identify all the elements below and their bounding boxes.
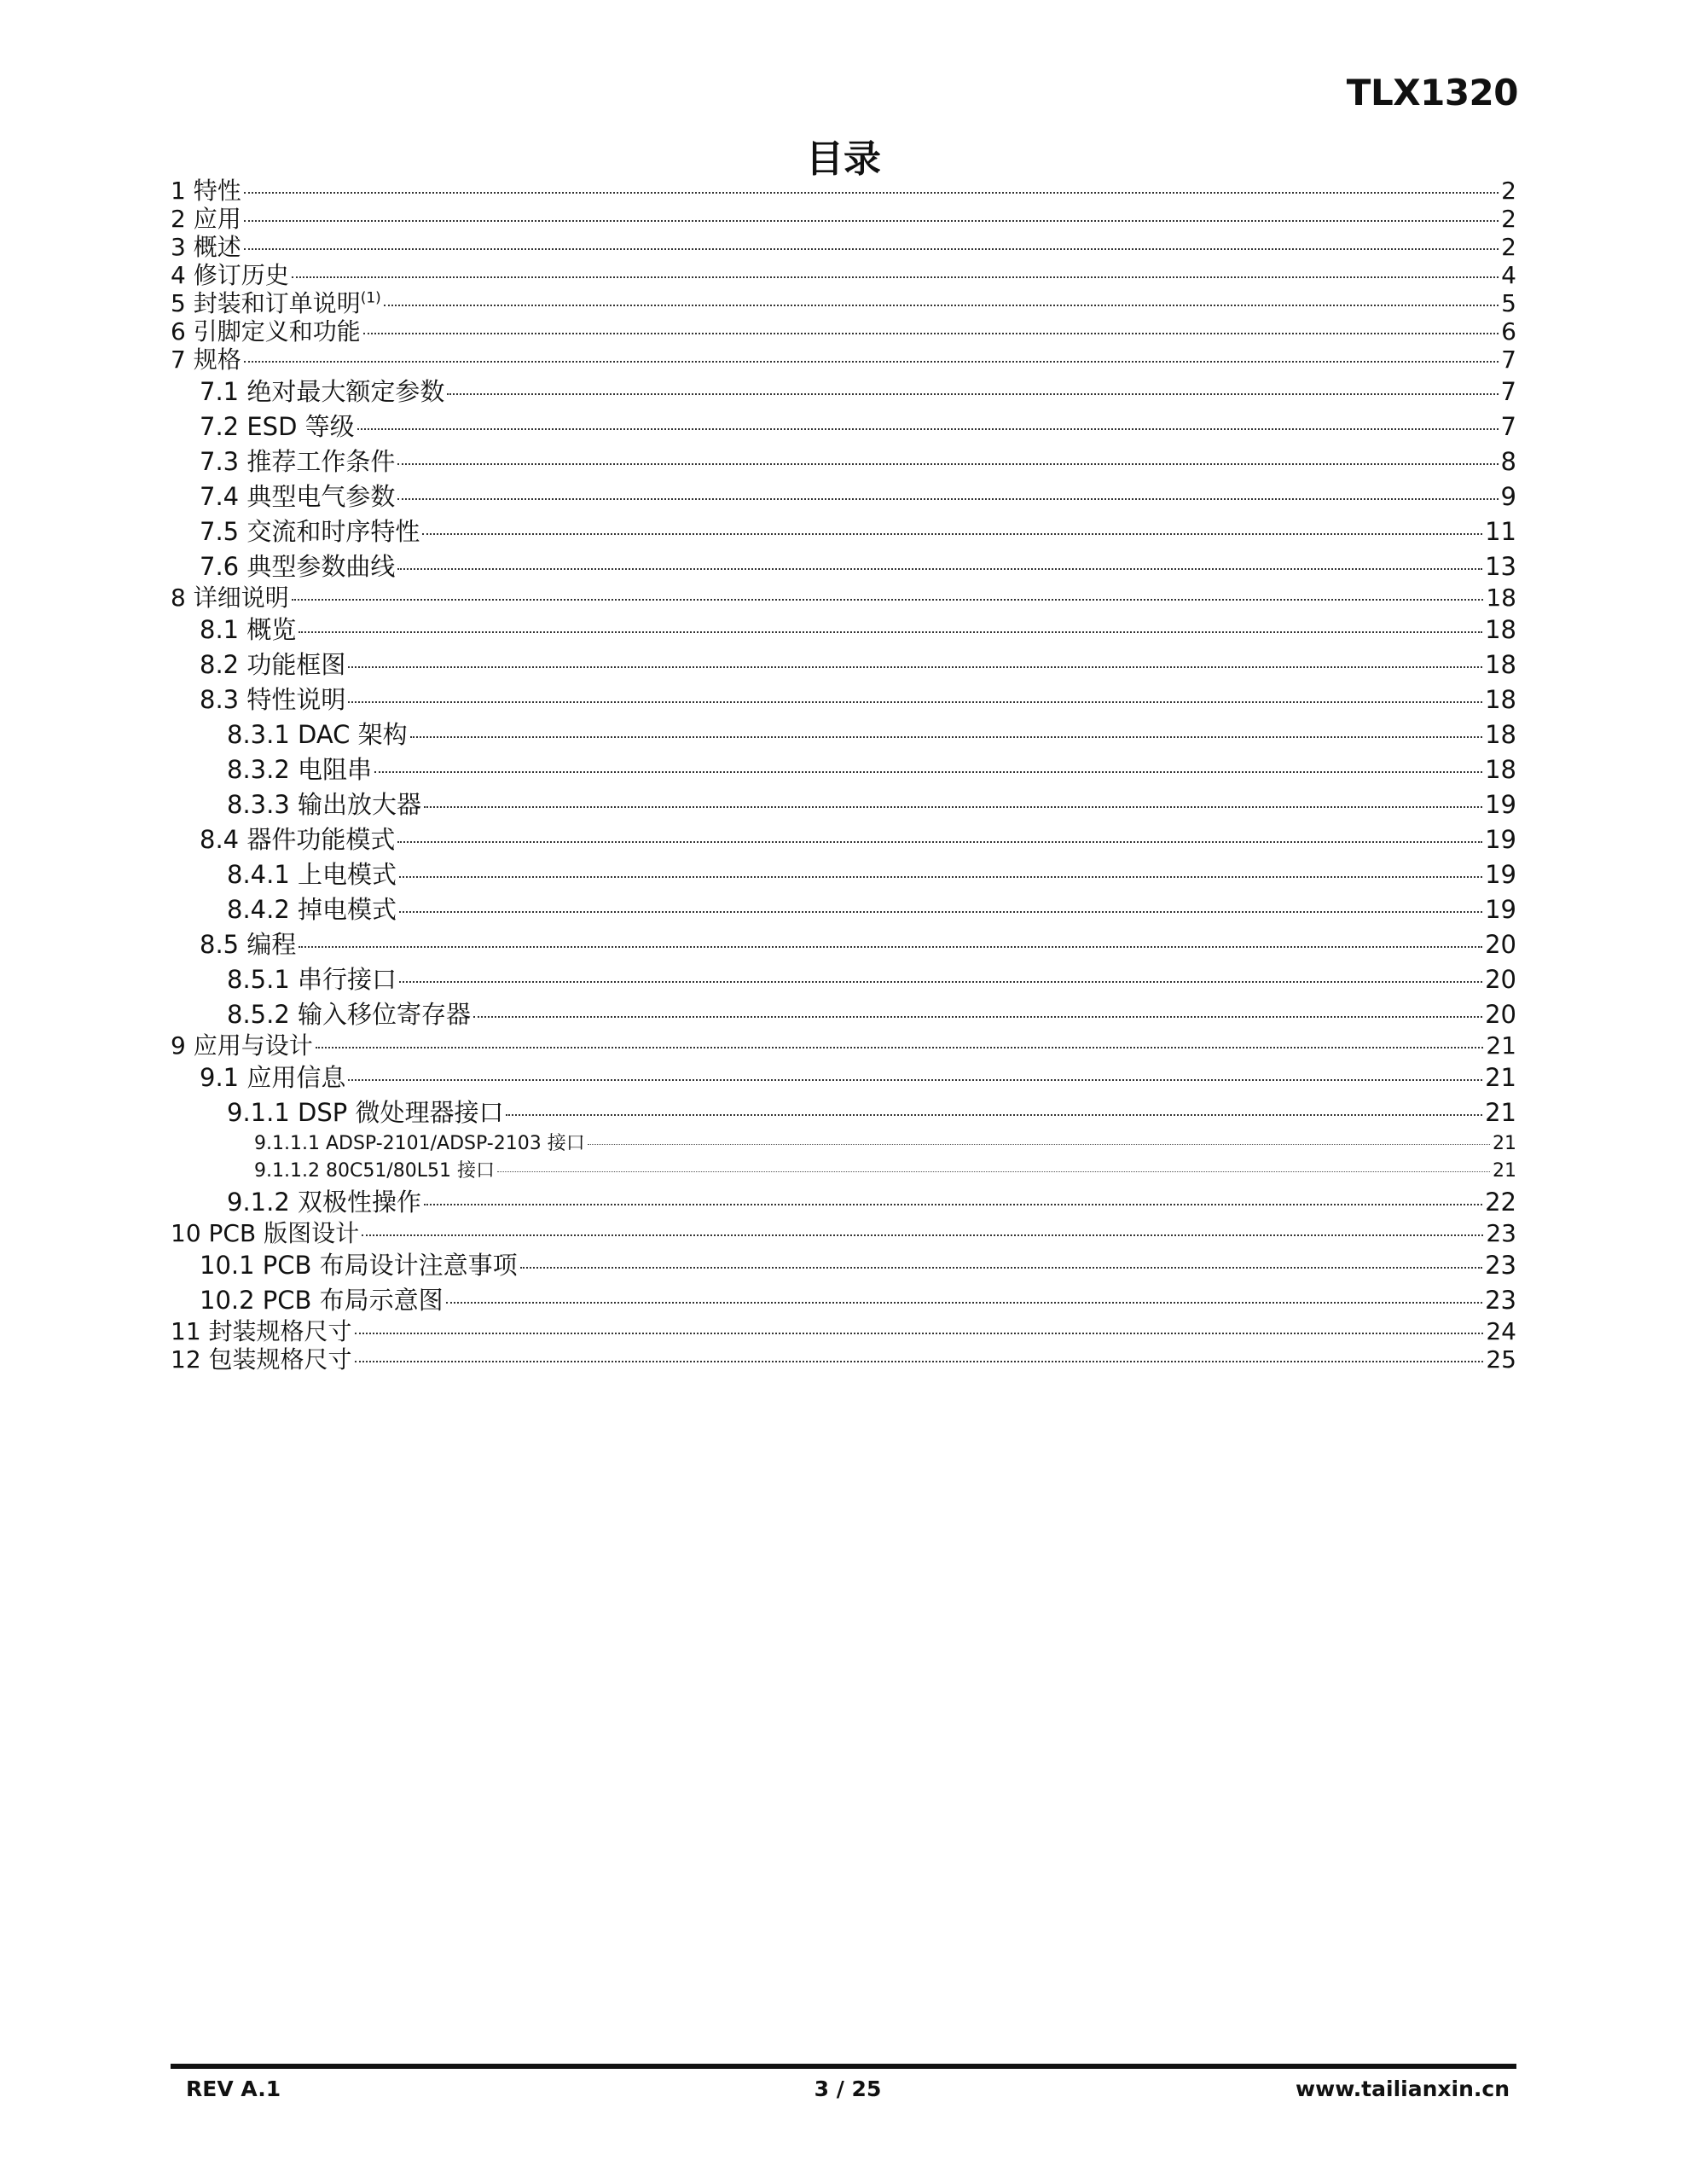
toc-entry-label [171,1032,313,1060]
toc-entry[interactable] [171,857,1516,892]
toc-entry-label [200,648,345,682]
toc-entry-text: 9.1 应用信息 [200,1063,346,1092]
toc-page-number: 23 [1485,1251,1516,1280]
toc-dot-leader [446,1302,1482,1304]
toc-dot-leader [299,946,1482,948]
toc-entry-label [171,1318,352,1345]
toc-dot-leader [348,666,1482,668]
toc-dot-leader [374,771,1482,773]
toc-entry-label [171,1346,352,1374]
toc-dot-leader [292,276,1499,278]
toc-entry-label [171,206,241,233]
toc-dot-leader [424,806,1482,808]
toc-entry-text: 1 特性 [171,177,241,205]
toc-entry-label [227,962,397,997]
toc-dot-leader [399,981,1482,983]
toc-page-number: 7 [1501,346,1516,374]
toc-entry-label [254,1158,495,1185]
toc-entry-text: 9.1.1.1 ADSP-2101/ADSP-2103 接口 [254,1133,585,1154]
toc-dot-leader [299,631,1482,633]
toc-entry-label [227,1185,421,1220]
toc-entry[interactable] [171,290,1516,317]
toc-entry[interactable] [171,375,1516,410]
toc-entry-label [171,234,241,261]
toc-entry[interactable] [171,1060,1516,1095]
toc-page-number: 11 [1485,517,1516,546]
toc-entry[interactable] [171,206,1516,233]
toc-entry-label [200,1283,443,1318]
toc-entry-text: 10 PCB 版图设计 [171,1219,360,1247]
toc-entry-label [227,997,471,1032]
toc-entry[interactable] [171,1283,1516,1318]
toc-entry-text: 8.3.1 DAC 架构 [227,720,408,749]
page-footer [186,2077,1510,2111]
document-id: TLX1320 [1346,72,1518,113]
toc-entry-label [227,1095,503,1130]
toc-entry-text: 9.1.1.2 80C51/80L51 接口 [254,1160,495,1182]
toc-page-number: 2 [1501,233,1516,261]
toc-dot-leader [316,1047,1484,1048]
toc-title: 目录 [806,137,881,181]
toc-dot-leader [588,1144,1490,1145]
toc-dot-leader [424,1204,1482,1205]
toc-entry-text: 8.5.2 输入移位寄存器 [227,1000,472,1029]
toc-entry-text: 7.2 ESD 等级 [200,412,355,441]
toc-dot-leader [355,1361,1484,1362]
toc-page-number: 13 [1485,552,1516,581]
toc-entry-label [171,318,361,346]
toc-entry[interactable] [171,1318,1516,1345]
toc-page-number: 18 [1485,755,1516,784]
toc-entry-footnote-mark: (1) [360,289,381,307]
toc-entry[interactable] [171,962,1516,997]
toc-page-number: 21 [1485,1063,1516,1092]
toc-page-number: 20 [1485,965,1516,994]
toc-entry[interactable] [171,892,1516,927]
toc-page-number: 18 [1486,584,1516,612]
toc-entry[interactable] [171,1185,1516,1220]
toc-dot-leader [399,911,1482,913]
toc-entry-text: 6 引脚定义和功能 [171,317,361,346]
toc-entry[interactable] [171,1032,1516,1060]
toc-dot-leader [348,1079,1482,1081]
footer-divider [171,2064,1516,2069]
toc-entry-text: 4 修订历史 [171,261,289,289]
toc-dot-leader [506,1114,1482,1116]
toc-page-number: 21 [1485,1098,1516,1127]
toc-entry-text: 2 应用 [171,205,241,233]
toc-entry-text: 8.4.1 上电模式 [227,860,397,889]
toc-page-number: 4 [1501,261,1516,289]
toc-entry-text: 8.5.1 串行接口 [227,965,397,994]
toc-entry[interactable] [171,410,1516,444]
toc-entry-text: 9.1.1 DSP 微处理器接口 [227,1098,504,1127]
toc-entry[interactable] [171,234,1516,261]
toc-entry[interactable] [171,514,1516,549]
toc-entry[interactable] [171,1248,1516,1283]
toc-entry-text: 11 封装规格尺寸 [171,1317,352,1345]
toc-entry-text: 8.3 特性说明 [200,685,346,714]
toc-dot-leader [397,498,1498,500]
toc-dot-leader [244,361,1499,363]
toc-entry-text: 7.4 典型电气参数 [200,482,396,511]
toc-dot-leader [397,841,1482,843]
toc-entry-label [200,682,345,717]
toc-entry-text: 10.1 PCB 布局设计注意事项 [200,1251,518,1280]
toc-entry[interactable] [171,479,1516,514]
toc-entry-label [200,1248,518,1283]
toc-entry-label [171,584,289,612]
toc-page-number: 19 [1485,825,1516,854]
toc-entry-label [171,1220,359,1247]
toc-page-number: 18 [1485,685,1516,714]
toc-page-number: 2 [1501,177,1516,205]
toc-entry-text: 3 概述 [171,233,241,261]
toc-page-number: 19 [1485,860,1516,889]
toc-entry[interactable] [171,1220,1516,1247]
toc-entry-label [227,717,408,752]
toc-entry[interactable] [171,177,1516,205]
toc-entry-text: 8.1 概览 [200,615,297,644]
toc-dot-leader [357,428,1499,430]
toc-entry-text: 8.5 编程 [200,930,297,959]
toc-entry[interactable] [171,752,1516,787]
toc-entry[interactable] [171,648,1516,682]
toc-entry-text: 8.3.3 输出放大器 [227,790,422,819]
toc-dot-leader [292,599,1484,601]
toc-page-number: 25 [1486,1345,1516,1374]
toc-dot-leader [244,248,1499,250]
toc-entry-text: 7.3 推荐工作条件 [200,447,396,476]
toc-entry-label [200,514,420,549]
toc-dot-leader [362,1234,1483,1236]
toc-entry-text: 9.1.2 双极性操作 [227,1188,422,1217]
toc-entry[interactable] [171,787,1516,822]
toc-entry[interactable] [171,444,1516,479]
toc-dot-leader [384,305,1499,306]
toc-page-number: 23 [1485,1286,1516,1315]
toc-entry-label [171,177,241,205]
toc-page-number: 9 [1500,482,1516,511]
toc-entry-label [200,927,296,962]
toc-page-number: 6 [1501,317,1516,346]
toc-entry-label [227,857,397,892]
toc-page-number: 20 [1485,930,1516,959]
toc-page-number: 21 [1486,1031,1516,1060]
toc-entry[interactable] [171,262,1516,289]
toc-page-number: 18 [1485,650,1516,679]
toc-entry[interactable] [171,1158,1516,1185]
toc-dot-leader [410,736,1482,738]
toc-entry-text: 8.4 器件功能模式 [200,825,396,854]
toc-entry-label [171,290,381,317]
toc-dot-leader [348,701,1482,703]
toc-dot-leader [355,1333,1484,1334]
toc-entry[interactable] [171,1346,1516,1374]
toc-entry[interactable] [171,997,1516,1032]
toc-entry-label [200,549,395,584]
toc-dot-leader [397,568,1482,570]
toc-dot-leader [244,192,1499,194]
toc-page-number: 8 [1500,447,1516,476]
toc-entry-label [200,613,296,648]
toc-entry[interactable] [171,549,1516,584]
toc-entry-label [200,375,444,410]
toc-page-number: 19 [1485,790,1516,819]
toc-entry-label [227,752,372,787]
toc-dot-leader [520,1267,1482,1269]
website-link[interactable]: www.tailianxin.cn [1296,2077,1510,2101]
toc-entry[interactable] [171,346,1516,374]
toc-entry-text: 7.5 交流和时序特性 [200,517,420,546]
toc-entry-label [171,346,241,374]
toc-page-number: 22 [1485,1188,1516,1217]
toc-dot-leader [363,333,1499,334]
toc-page-number: 24 [1486,1317,1516,1345]
toc-page-number: 7 [1500,412,1516,441]
toc-entry-text: 7.6 典型参数曲线 [200,552,396,581]
toc-entry[interactable] [171,1095,1516,1130]
toc-dot-leader [473,1016,1482,1018]
toc-page-number: 23 [1486,1219,1516,1247]
toc-entry-text: 7.1 绝对最大额定参数 [200,377,445,406]
page-indicator: 3 / 25 [814,2077,882,2101]
toc-entry-label [227,892,397,927]
toc-entry-text: 12 包装规格尺寸 [171,1345,352,1374]
toc-page-number: 19 [1485,895,1516,924]
toc-entry-label [171,262,289,289]
toc-page-number: 18 [1485,615,1516,644]
revision-label: REV A.1 [186,2077,281,2101]
toc-page-number: 20 [1485,1000,1516,1029]
toc-dot-leader [397,463,1498,465]
toc-entry-label [200,1060,345,1095]
toc-entry-label [200,410,355,444]
toc-entry-label [200,822,395,857]
toc-entry-text: 8.3.2 电阻串 [227,755,373,784]
toc-entry[interactable] [171,613,1516,648]
toc-page-number: 2 [1501,205,1516,233]
toc-entry-text: 7 规格 [171,346,241,374]
toc-entry-text: 8 详细说明 [171,584,289,612]
toc-page-number: 21 [1493,1160,1516,1182]
toc-entry[interactable] [171,682,1516,717]
toc-page-number: 5 [1501,289,1516,317]
toc-page-number: 7 [1500,377,1516,406]
toc-entry[interactable] [171,717,1516,752]
toc-entry-text: 5 封装和订单说明 [171,289,361,317]
toc-dot-leader [422,533,1482,535]
toc-dot-leader [244,220,1499,222]
toc-entry[interactable] [171,584,1516,612]
toc-dot-leader [399,876,1482,878]
toc-entry-text: 9 应用与设计 [171,1031,313,1060]
toc-entry-label [254,1130,585,1158]
toc-page-number: 21 [1493,1133,1516,1154]
toc-entry-label [200,479,395,514]
toc-entry-text: 8.2 功能框图 [200,650,346,679]
toc-page-number: 18 [1485,720,1516,749]
toc-entry[interactable] [171,822,1516,857]
toc-entry-label [227,787,421,822]
toc-entry-label [200,444,395,479]
toc-entry-text: 8.4.2 掉电模式 [227,895,397,924]
table-of-contents [171,177,1516,1374]
toc-dot-leader [447,393,1498,395]
toc-entry[interactable] [171,318,1516,346]
toc-entry-text: 10.2 PCB 布局示意图 [200,1286,443,1315]
toc-entry[interactable] [171,927,1516,962]
toc-entry[interactable] [171,1130,1516,1158]
toc-dot-leader [497,1171,1490,1172]
